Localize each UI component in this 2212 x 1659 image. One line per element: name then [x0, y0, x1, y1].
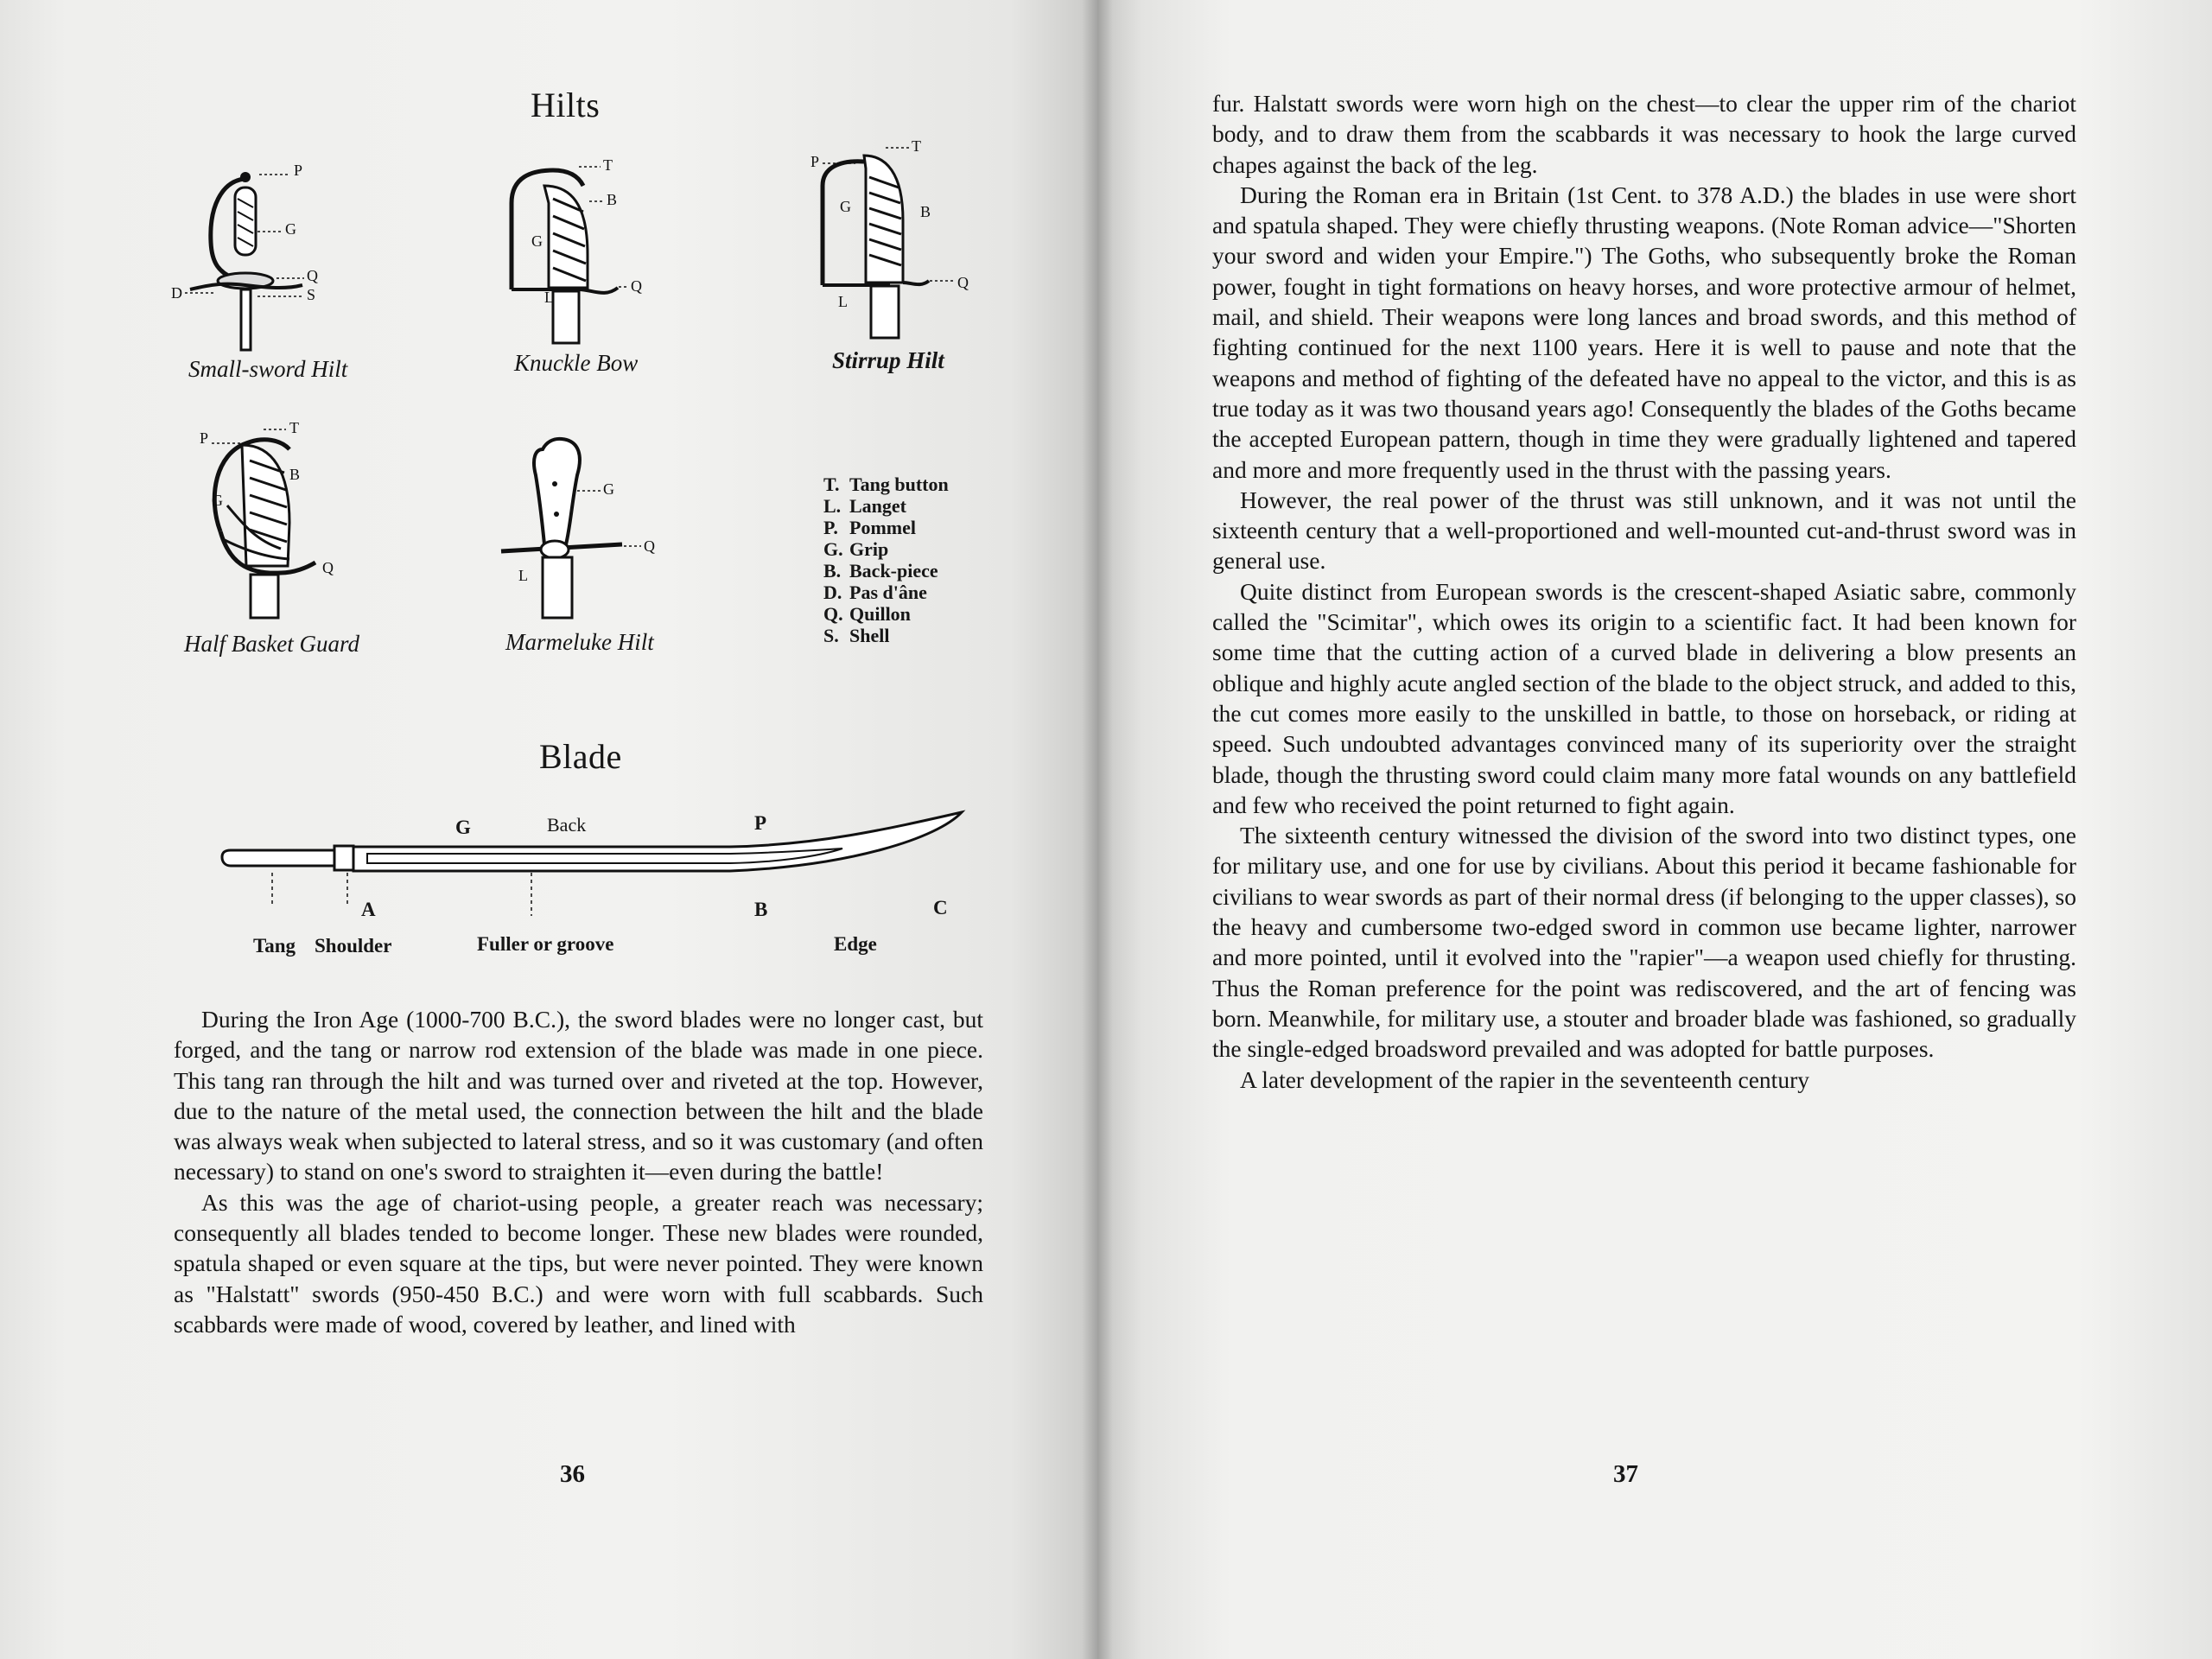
blade-label-a: A: [361, 899, 376, 920]
marker-t: T: [603, 156, 613, 174]
left-page: [0, 0, 1097, 1659]
paragraph: As this was the age of chariot-using people, a greater reach was necessary; consequently all blades tended to become longer. These new blades were rounded, spatula shaped or even square at the tips, but were never pointed. They were known as "Halstatt" swords (950-450 B.C.) and were worn with full scabbards. Such scabbards were made of wood, covered by leather, and lined with: [174, 1188, 983, 1338]
marker-q: Q: [957, 274, 969, 291]
half-basket-guard-illustration: [194, 410, 367, 622]
book-spine-shadow: [1082, 0, 1113, 1659]
stirrup-hilt-illustration: [804, 134, 985, 341]
marker-g: G: [840, 198, 851, 215]
hilt-legend: [823, 474, 949, 646]
marker-p: P: [200, 429, 209, 447]
legend-item: S. Shell: [823, 625, 890, 646]
marmeluke-hilt-illustration: [493, 432, 683, 622]
marker-b: B: [920, 203, 931, 220]
marker-d: D: [171, 284, 182, 302]
legend-item: L. Langet: [823, 495, 906, 517]
blade-label-b: B: [754, 899, 768, 920]
legend-item: B. Back-piece: [823, 560, 938, 582]
blade-label-shoulder: Shoulder: [315, 935, 392, 957]
marker-p: P: [294, 162, 303, 179]
marker-t: T: [289, 419, 299, 436]
legend-item: P. Pommel: [823, 517, 916, 538]
marker-l: L: [544, 289, 554, 306]
paragraph: However, the real power of the thrust was still unknown, and it was not until the sixteenth century that a well-proportioned and well-mounted cut-and-thrust sword was in general use.: [1212, 486, 2076, 575]
paragraph: Quite distinct from European swords is the crescent-shaped Asiatic sabre, commonly called the "Scimitar", which owes its origin to a scientific fact. It had been known for some time that the cutting action of a curved blade in delivering a blow presents an oblique and highly acute angled section of the blade to the object struck, and added to this, the cut comes more easily to the unskilled in battle, to those on horseback, or riding at speed. Such undoubted advantages convinced many of its superiority over the straight blade, though the thrusting sword could claim many more fatal wounds on any battlefield and few who received the point returned to fight again.: [1212, 577, 2076, 818]
knuckle-bow-illustration: [493, 151, 674, 350]
legend-item: G. Grip: [823, 538, 889, 560]
legend-item: Q. Quillon: [823, 603, 911, 625]
marker-p: P: [810, 153, 820, 170]
blade-label-tang: Tang: [253, 935, 296, 957]
paragraph: fur. Halstatt swords were worn high on the chest—to clear the upper rim of the chariot body, and to draw them from the scabbards it was necessary to hook the large curved chapes against the back of the leg.: [1212, 90, 2076, 178]
blade-heading: Blade: [539, 737, 622, 776]
left-body-text: [174, 1004, 983, 1339]
marker-t: T: [912, 137, 921, 155]
marker-l: L: [838, 293, 848, 310]
caption-half-basket-guard: Half Basket Guard: [184, 631, 359, 657]
marker-q: Q: [322, 559, 334, 576]
legend-item: T. Tang button: [823, 474, 949, 495]
marker-q: Q: [631, 277, 642, 295]
right-body-text: [1212, 88, 2076, 1095]
legend-item: D. Pas d'âne: [823, 582, 927, 603]
marker-g: G: [603, 480, 614, 498]
paragraph: The sixteenth century witnessed the division of the sword into two distinct types, one for military use, and one for use by civilians. About this period it became fashionable for civilians to wear swords as part of their normal dress (if belonging to the upper classes), so the heavy and cumbersome two-edged sword in common use became lighter, narrower and more pointed, until it evolved into the "rapier"—a weapon used chiefly for thrusting. Thus the Roman preference for the point was rediscovered, and the art of fencing was born. Meanwhile, for military use, a stouter and broader blade was fashioned, so gradually the single-edged broadsword prevailed and was adopted for battle purposes.: [1212, 822, 2076, 1063]
caption-marmeluke-hilt: Marmeluke Hilt: [505, 629, 654, 655]
blade-label-p: P: [754, 812, 767, 834]
blade-label-g: G: [455, 817, 471, 838]
blade-diagram: [212, 804, 972, 916]
paragraph: During the Iron Age (1000-700 B.C.), the sword blades were no longer cast, but forged, and the tang or narrow rod extension of the blade was made in one piece. This tang ran through the hilt and was turned over and riveted at the top. However, due to the nature of the metal used, the connection between the hilt and the blade was always weak when subjected to lateral stress, and so it was customary (and often necessary) to stand on one's sword to straighten it—even during the battle!: [174, 1006, 984, 1185]
marker-l: L: [518, 567, 528, 584]
marker-b: B: [607, 191, 618, 208]
page-number-right: 37: [1613, 1460, 1638, 1488]
blade-label-back: Back: [547, 814, 587, 836]
blade-label-edge: Edge: [834, 933, 877, 955]
marker-q: Q: [644, 537, 655, 555]
marker-q: Q: [307, 267, 318, 284]
small-sword-hilt-illustration: [164, 160, 337, 354]
caption-stirrup-hilt: Stirrup Hilt: [832, 347, 944, 373]
caption-knuckle-bow: Knuckle Bow: [514, 350, 639, 376]
right-page: [1097, 0, 2212, 1659]
marker-g: G: [285, 220, 296, 238]
paragraph: A later development of the rapier in the seventeenth century: [1240, 1065, 1809, 1093]
blade-label-fuller: Fuller or groove: [477, 933, 614, 955]
blade-label-c: C: [933, 897, 948, 918]
marker-g: G: [212, 492, 223, 509]
page-number-left: 36: [560, 1460, 585, 1488]
marker-g: G: [531, 232, 543, 250]
caption-small-sword-hilt: Small-sword Hilt: [188, 356, 348, 382]
paragraph: During the Roman era in Britain (1st Cent. to 378 A.D.) the blades in use were short and spatula shaped. They were chiefly thrusting weapons. (Note Roman advice—"Shorten your sword and widen your Empire.") The Goths, who subsequently broke the Roman power, fought in tight formations on heavy horses, and wore protective armour of helmet, mail, and shield. Their weapons were long lances and broad swords, and this method of fighting continued for the next 1100 years. Here it is well to pause and note that the weapons and method of fighting of the defeated have no appeal to the victor, and this is as true today as it was two thousand years ago! Consequently the blades of the Goths became the accepted European pattern, though in time they were gradually lightened and tapered and more and more frequently used in the thrust with the passing years.: [1212, 181, 2076, 483]
marker-b: B: [289, 466, 301, 483]
hilts-heading: Hilts: [531, 86, 601, 124]
marker-s: S: [307, 286, 316, 303]
